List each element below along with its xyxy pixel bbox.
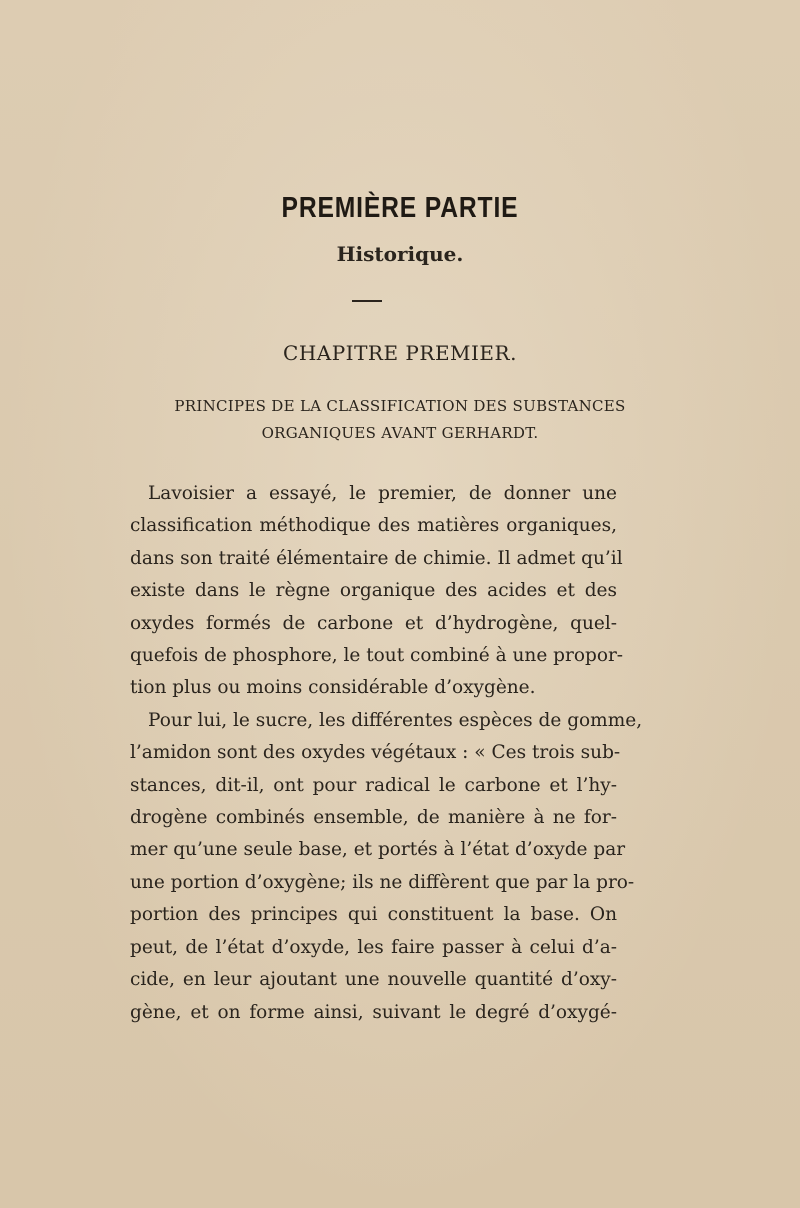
part-title: PREMIÈRE PARTIE — [281, 192, 519, 224]
text-line: peut, de l’état d’oxyde, les faire passer à celui d’a- — [130, 936, 617, 958]
text-line: cide, en leur ajoutant une nouvelle quantité d’oxy- — [130, 969, 617, 991]
subtitle-line: ORGANIQUES AVANT GERHARDT. — [261, 424, 539, 442]
section-divider — [352, 300, 382, 302]
chapter-title: CHAPITRE PREMIER. — [283, 341, 517, 365]
text-line: Lavoisier a essayé, le premier, de donner une — [148, 483, 617, 504]
text-line: Pour lui, le sucre, les différentes espèces de gomme, — [148, 709, 643, 731]
text-line: une portion d’oxygène; ils ne diffèrent que par la pro- — [130, 871, 635, 893]
text-line: drogène combinés ensemble, de manière à ne for- — [130, 807, 617, 829]
section-title: Historique. — [336, 242, 464, 266]
text-line: quefois de phosphore, le tout combiné à une propor- — [130, 645, 624, 667]
text-line: existe dans le règne organique des acides et des — [130, 580, 617, 602]
text-line: oxydes formés de carbone et d’hydrogène, quel- — [130, 612, 617, 634]
text-line: dans son traité élémentaire de chimie. Il admet qu’il — [130, 547, 623, 569]
body-text — [130, 478, 643, 1029]
subtitle-line: PRINCIPES DE LA CLASSIFICATION DES SUBSTANCES — [174, 397, 626, 415]
text-line: mer qu’une seule base, et portés à l’état d’oxyde par — [130, 839, 626, 861]
text-line: gène, et on forme ainsi, suivant le degré d’oxygé- — [130, 1001, 617, 1023]
text-line: stances, dit-il, ont pour radical le carbone et l’hy- — [130, 774, 617, 796]
text-line: portion des principes qui constituent la base. On — [130, 904, 617, 926]
text-line: l’amidon sont des oxydes végétaux : « Ces trois sub- — [130, 742, 621, 764]
text-line: classification méthodique des matières organiques, — [130, 515, 617, 537]
text-line: tion plus ou moins considérable d’oxygène. — [130, 677, 536, 699]
chapter-subtitle — [120, 393, 680, 447]
